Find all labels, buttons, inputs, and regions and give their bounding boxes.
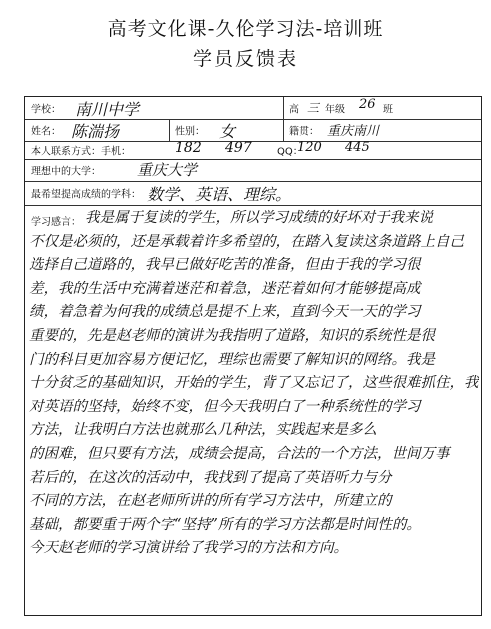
improve-value: 数学、英语、理综。	[147, 185, 292, 204]
feedback-line: 选择自己道路的，我早已做好吃苦的准备，但由于我的学习很	[29, 257, 421, 274]
name-row	[25, 119, 481, 142]
feedback-text	[29, 207, 479, 561]
form-subtitle: 学员反馈表	[192, 48, 298, 70]
feedback-label: 学习感言：	[31, 217, 81, 228]
origin-label: 籍贯：	[289, 126, 319, 138]
school-row	[25, 97, 481, 120]
improve-label: 最希望提高成绩的学科：	[31, 189, 141, 201]
qq-label: QQ：	[277, 146, 303, 158]
gender-label: 性别：	[175, 126, 205, 138]
feedback-line: 绩，着急着为何我的成绩总是提不上来，直到今天一天的学习	[29, 304, 421, 321]
phone-part2: 497	[225, 140, 252, 156]
feedback-line: 若后的，在这次的活动中，我找到了提高了英语听力与分	[29, 469, 392, 486]
qq-part2: 445	[345, 140, 370, 155]
phone-part1: 182	[175, 140, 202, 156]
feedback-area	[25, 205, 481, 615]
feedback-line: 我是属于复读的学生，所以学习成绩的好坏对于我来说	[85, 210, 433, 226]
feedback-line: 的困难，但只要有方法，成绩会提高，合法的一个方法，世间万事	[29, 445, 450, 462]
feedback-line: 基础，都要重于两个字“坚持”所有的学习方法都是时间性的。	[29, 516, 421, 533]
feedback-line: 方法，让我明白方法也就那么几种法，实践起来是多么	[29, 422, 377, 439]
contact-label: 本人联系方式：手机：	[31, 146, 131, 158]
origin-value: 重庆南川	[327, 124, 380, 139]
feedback-line: 重要的，先是赵老师的演讲为我指明了道路，知识的系统性是很	[29, 327, 435, 344]
contact-row	[25, 141, 481, 160]
qq-part1: 120	[297, 140, 322, 155]
target-value: 重庆大学	[137, 161, 198, 179]
feedback-line: 不仅是必须的，还是承载着许多希望的，在踏入复读这条道路上自己	[29, 233, 464, 250]
form-title: 高考文化课-久伦学习法-培训班	[107, 18, 384, 40]
feedback-form	[24, 96, 482, 616]
target-label: 理想中的大学：	[31, 166, 101, 178]
name-label: 姓名：	[31, 126, 61, 138]
school-value: 南川中学	[75, 100, 140, 119]
name-value: 陈湍扬	[71, 122, 120, 141]
improve-row	[25, 181, 481, 206]
feedback-line: 十分贫乏的基础知识，开始的学生，背了又忘记了，这些很难抓住，我	[29, 375, 479, 392]
class-value: 26	[359, 97, 376, 112]
feedback-line: 不同的方法，在赵老师所讲的所有学习方法中，所建立的	[29, 493, 392, 510]
class-prefix: 高	[289, 104, 299, 116]
feedback-line: 今天赵老师的学习演讲给了我学习的方法和方向。	[29, 540, 348, 557]
target-row	[25, 159, 481, 182]
feedback-line: 门的科目更加容易方便记忆，理综也需要了解知识的网络。我是	[29, 351, 435, 368]
gender-value: 女	[219, 122, 236, 141]
feedback-line: 对英语的坚持，始终不变，但今天我明白了一种系统性的学习	[29, 398, 421, 415]
school-label: 学校：	[31, 104, 61, 116]
grade-label: 年级	[325, 104, 345, 116]
class-label: 班	[383, 104, 393, 116]
grade-value: 三	[307, 101, 320, 115]
feedback-line: 差，我的生活中充满着迷茫和着急，迷茫着如何才能够提高成	[29, 280, 421, 297]
